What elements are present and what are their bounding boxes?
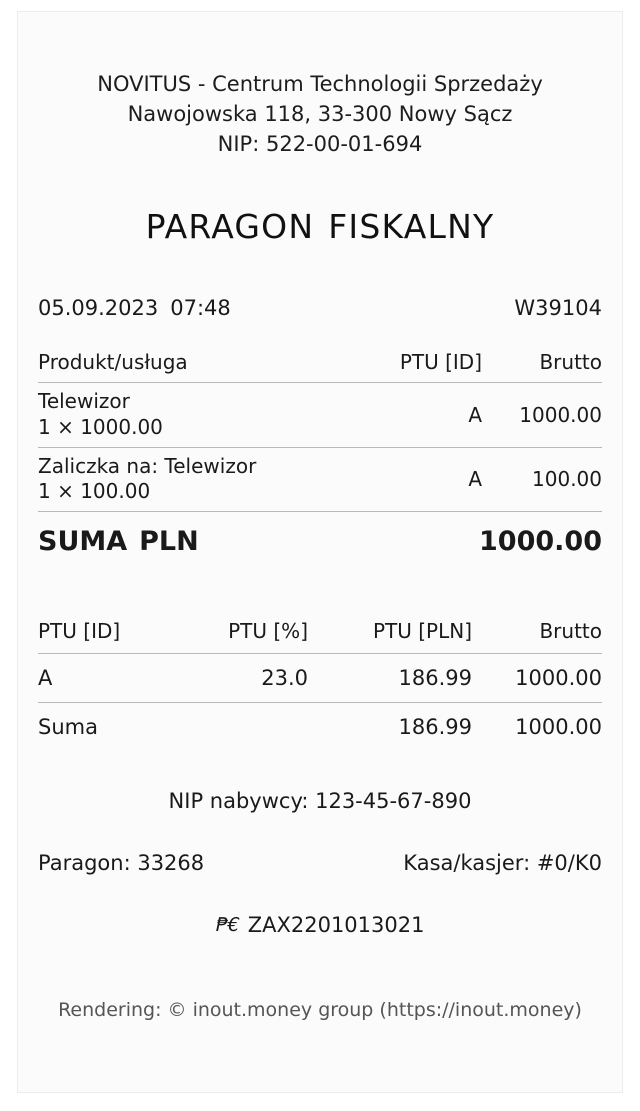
page-title — [36, 207, 604, 246]
total-value: 1000.00 — [479, 525, 602, 557]
item-quantity: 1 × 1000.00 — [38, 415, 163, 440]
item-name: Zaliczka na: Telewizor — [38, 453, 257, 478]
column-gross: Brutto — [539, 350, 602, 375]
receipt-number: Paragon: 33268 — [38, 850, 205, 875]
title-word-paragon: PARAGON — [145, 207, 315, 247]
receipt-card — [18, 12, 622, 1092]
seller-header — [36, 12, 604, 159]
seller-name: NOVITUS - Centrum Technologii Sprzedaży — [97, 72, 543, 96]
item-name: Telewizor — [38, 389, 130, 414]
item-ptu: A — [468, 467, 482, 492]
receipt-meta — [36, 296, 604, 320]
tax-summary-gross: 1000.00 — [515, 714, 602, 739]
column-tax-pct: PTU [%] — [228, 618, 308, 643]
receipt-date: 05.09.2023 — [38, 296, 159, 321]
buyer-nip: NIP nabywcy: 123-45-67-890 — [168, 788, 472, 813]
column-tax-pln: PTU [PLN] — [372, 618, 472, 643]
item-gross: 100.00 — [532, 467, 602, 492]
total-label-currency: PLN — [139, 525, 199, 557]
table-row — [36, 448, 604, 511]
tax-summary-row — [36, 703, 604, 751]
column-tax-gross: Brutto — [539, 618, 602, 643]
receipt-footer — [36, 851, 604, 875]
table-row — [36, 383, 604, 446]
tax-summary-pln: 186.99 — [398, 714, 472, 739]
total-label-suma: SUMA — [38, 525, 128, 557]
seller-address: Nawojowska 118, 33-300 Nowy Sącz — [127, 101, 513, 126]
column-ptu-id: PTU [ID] — [399, 350, 482, 375]
column-product: Produkt/usługa — [38, 350, 188, 375]
tax-id: A — [38, 665, 53, 690]
receipt-datetime — [38, 296, 231, 320]
tax-gross: 1000.00 — [515, 665, 602, 690]
item-gross: 1000.00 — [519, 403, 602, 428]
item-name-block — [38, 389, 362, 440]
item-ptu: A — [468, 403, 482, 428]
fiscal-signature — [36, 913, 604, 937]
seller-nip: NIP: 522-00-01-694 — [217, 131, 423, 156]
item-name-block — [38, 454, 362, 505]
register-code: W39104 — [514, 296, 602, 321]
items-column-headers — [36, 350, 604, 382]
tax-pct: 23.0 — [261, 665, 308, 690]
rendering-credit: Rendering: © inout.money group (https://inout.money) — [58, 998, 582, 1021]
tax-pln: 186.99 — [398, 665, 472, 690]
table-row — [36, 654, 604, 702]
cashier-info: Kasa/kasjer: #0/K0 — [403, 850, 602, 875]
item-quantity: 1 × 100.00 — [38, 479, 151, 504]
fiscal-logo-icon: ₱€ — [213, 913, 241, 936]
total-row — [36, 512, 604, 567]
tax-column-headers — [36, 619, 604, 653]
receipt-time: 07:48 — [170, 296, 231, 321]
title-word-fiskalny: FISKALNY — [328, 207, 495, 247]
total-label — [38, 526, 199, 557]
tax-summary-label: Suma — [38, 714, 98, 739]
column-tax-id: PTU [ID] — [38, 618, 121, 643]
fiscal-code: ZAX2201013021 — [247, 912, 425, 937]
